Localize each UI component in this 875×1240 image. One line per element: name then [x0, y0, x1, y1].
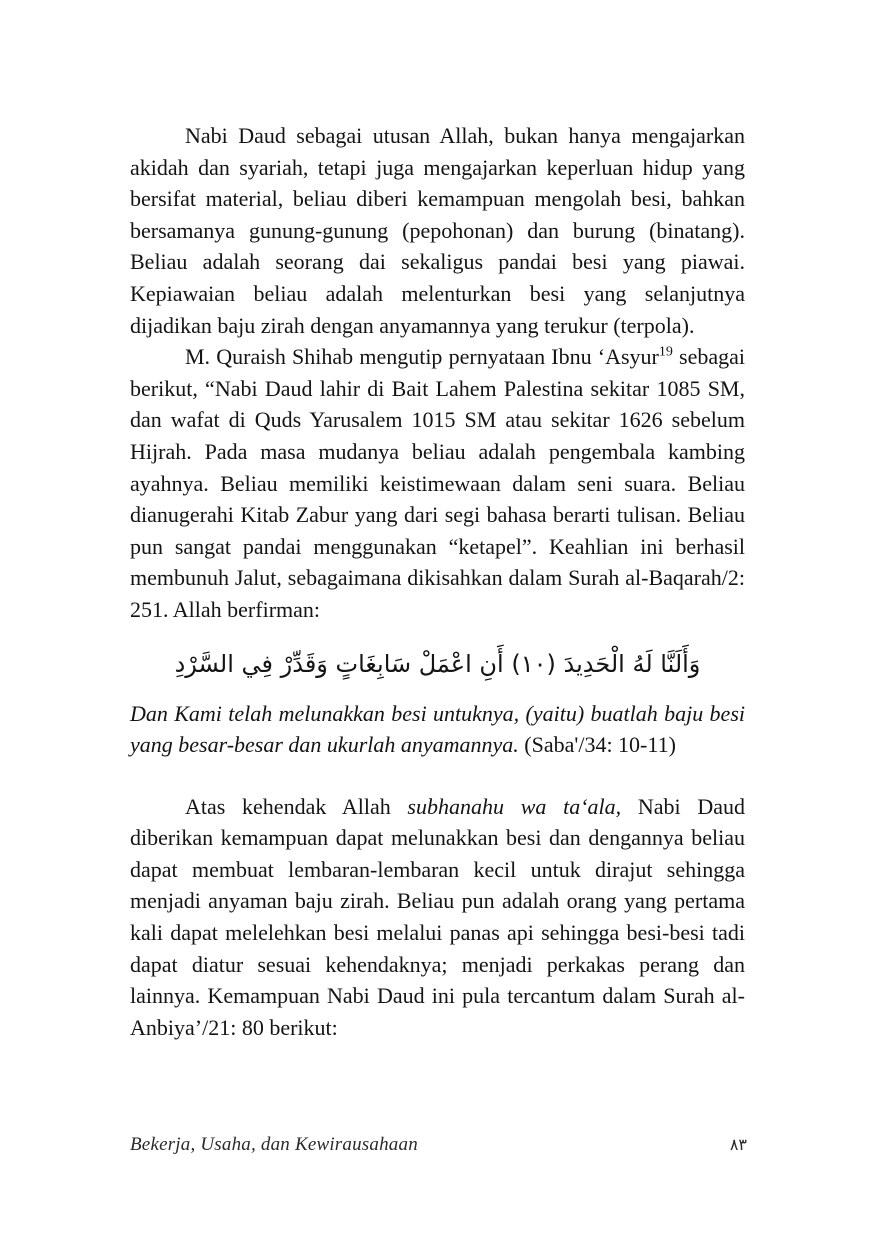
paragraph-3-text-after-italic: Nabi Daud diberikan kemampuan dapat melunakkan besi dan dengannya beliau dapat membuat lembaran-lembaran kecil untuk dirajut sehingga menjadi anyaman baju zirah. Beliau pun adalah orang yang pertama kali dapat melelehkan besi melalui panas api sehingga besi-besi tadi dapat diatur sesuai kehendaknya; menjadi perkakas perang dan lainnya. Kemampuan Nabi Daud ini pula tercantum dalam Surah al-Anbiya’/21: 80 berikut:: [130, 793, 745, 1040]
verse-translation-italic: Dan Kami telah melunakkan besi untuknya, (yaitu) buatlah baju besi yang besar-besar dan ukurlah anyamannya.: [130, 700, 745, 758]
paragraph-quraish-shihab-quote: [130, 341, 745, 625]
paragraph-nabi-daud-intro: Nabi Daud sebagai utusan Allah, bukan hanya mengajarkan akidah dan syariah, tetapi juga mengajarkan keperluan hidup yang bersifat material, beliau diberi kemampuan mengolah besi, bahkan bersamanya gunung-gunung (pepohonan) dan burung (binatang). Beliau adalah seorang dai sekaligus pandai besi yang piawai. Kepiawaian beliau adalah melenturkan besi yang selanjutnya dijadikan baju zirah dengan anyamannya yang terukur (terpola).: [130, 123, 745, 338]
running-footer-book-title: Bekerja, Usaha, dan Kewirausahaan: [130, 1134, 418, 1155]
verse-translation: [130, 698, 745, 761]
paragraph-2-text-before-footnote: M. Quraish Shihab mengutip pernyataan Ibnu ‘Asyur: [185, 344, 659, 370]
paragraph-3-italic-phrase: subhanahu wa ta‘ala,: [407, 793, 622, 819]
paragraph-atas-kehendak: [130, 791, 745, 1044]
paragraph-2-text-after-footnote: sebagai berikut, “Nabi Daud lahir di Bait Lahem Palestina sekitar 1085 SM, dan wafat di Quds Yarusalem 1015 SM atau sekitar 1626 sebelum Hijrah. Pada masa mudanya beliau adalah pengembala kambing ayahnya. Beliau memiliki keistimewaan dalam seni suara. Beliau dianugerahi Kitab Zabur yang dari segi bahasa berarti tulisan. Beliau pun sangat pandai menggunakan “ketapel”. Keahlian ini berhasil membunuh Jalut, sebagaimana dikisahkan dalam Surah al-Baqarah/2: 251. Allah berfirman:: [130, 344, 745, 622]
paragraph-3-text-before-italic: Atas kehendak Allah: [185, 793, 408, 819]
verse-reference: (Saba'/34: 10-11): [518, 732, 676, 758]
footnote-reference-19: 19: [658, 344, 673, 360]
page-footer: [130, 1134, 747, 1156]
page-number: ٨٣: [729, 1135, 747, 1154]
arabic-quran-verse: وَأَلَنَّا لَهُ الْحَدِيدَ (١٠) أَنِ اعْمَلْ سَابِغَاتٍ وَقَدِّرْ فِي السَّرْدِ: [174, 649, 701, 678]
